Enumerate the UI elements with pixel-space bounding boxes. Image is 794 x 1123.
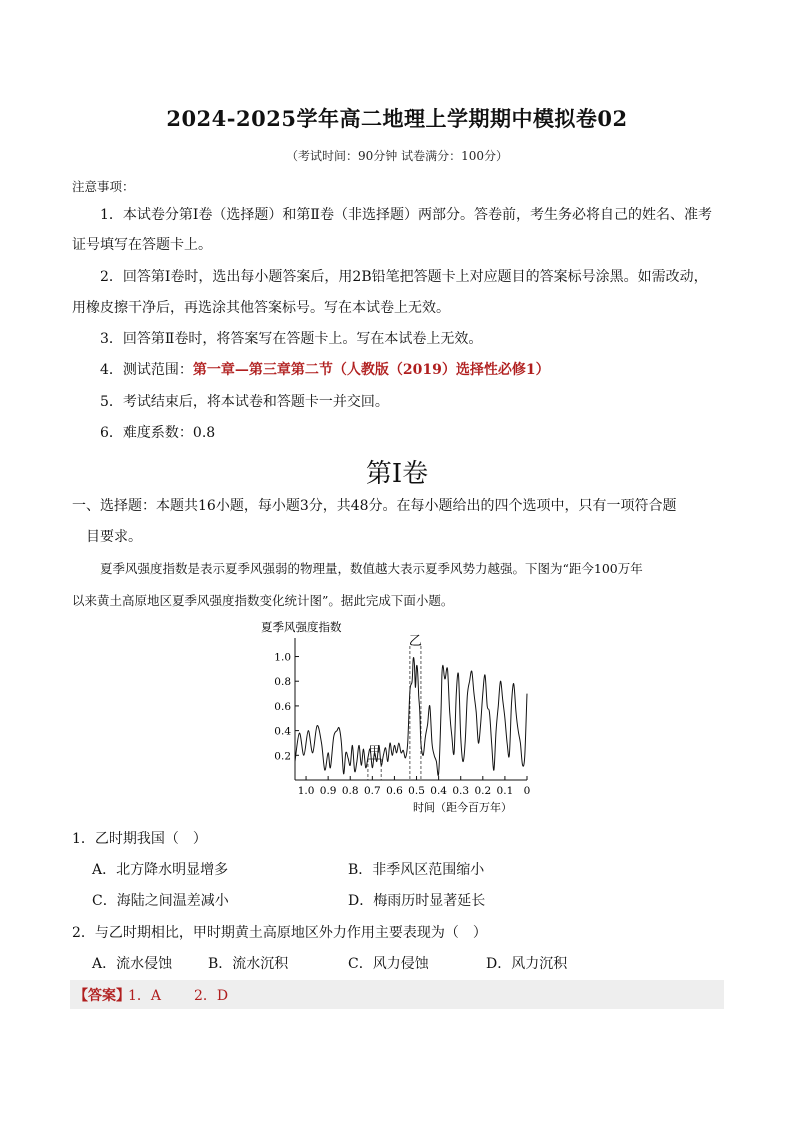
question-1-stem: 1．乙时期我国（ ） <box>72 831 207 847</box>
y-tick-label: 1.0 <box>274 651 291 664</box>
x-tick-label: 0.9 <box>319 785 337 797</box>
question-1-option-c[interactable]: C．海陆之间温差减小 <box>92 893 229 909</box>
notice-item-5: 5．考试结束后，将本试卷和答题卡一并交回。 <box>100 394 389 410</box>
intro-line-2: 以来黄土高原地区夏季风强度指数变化统计图”。据此完成下面小题。 <box>72 593 454 608</box>
question-2-option-d[interactable]: D．风力沉积 <box>486 956 568 972</box>
notice-item-1a: 1．本试卷分第Ⅰ卷（选择题）和第Ⅱ卷（非选择题）两部分。答卷前，考生务必将自己的姓名、准考 <box>100 207 712 223</box>
y-tick-label: 0.8 <box>274 676 291 689</box>
monsoon-index-chart <box>255 610 545 820</box>
question-1-option-a[interactable]: A．北方降水明显增多 <box>92 862 229 878</box>
y-tick-label: 0.4 <box>274 725 291 738</box>
x-tick-label: 0.7 <box>363 785 381 797</box>
question-2-option-c[interactable]: C．风力侵蚀 <box>348 956 429 972</box>
notice-item-1b: 证号填写在答题卡上。 <box>72 237 212 253</box>
answer-bar <box>70 980 724 1009</box>
notice-item-6: 6．难度系数：0.8 <box>100 425 216 441</box>
question-2-stem: 2．与乙时期相比，甲时期黄土高原地区外力作用主要表现为（ ） <box>72 925 487 941</box>
annotation-yi: 乙 <box>408 634 422 649</box>
x-tick-label: 0.3 <box>452 785 470 797</box>
x-axis-label: 时间（距今百万年） <box>413 801 512 814</box>
part-one-line-2: 目要求。 <box>86 529 142 545</box>
notice-item-2a: 2．回答第Ⅰ卷时，选出每小题答案后，用2B铅笔把答题卡上对应题目的答案标号涂黑。如需改动， <box>100 269 708 285</box>
question-1-option-b[interactable]: B．非季风区范围缩小 <box>348 862 485 878</box>
series-line <box>295 658 527 776</box>
notice-item-4 <box>100 360 550 380</box>
intro-line-1: 夏季风强度指数是表示夏季风强弱的物理量，数值越大表示夏季风势力越强。下图为“距今100万年 <box>100 561 643 576</box>
y-tick-label: 0.2 <box>274 750 291 763</box>
y-axis-label: 夏季风强度指数 <box>261 620 342 634</box>
annotation-jia: 甲 <box>368 744 381 759</box>
section-title: 第Ⅰ卷 <box>365 459 429 489</box>
x-tick-label: 0 <box>523 785 531 797</box>
x-tick-label: 0.2 <box>474 785 492 797</box>
test-range: 第一章—第三章第二节（人教版（2019）选择性必修1） <box>192 362 550 378</box>
answer-2: 2．D <box>194 988 229 1004</box>
answer-1: 1．A <box>128 988 162 1004</box>
x-tick-label: 0.6 <box>386 785 403 797</box>
question-2-option-a[interactable]: A．流水侵蚀 <box>92 956 173 972</box>
x-tick-label: 0.1 <box>496 785 514 797</box>
exam-info: （考试时间：90分钟 试卷满分：100分） <box>286 149 508 163</box>
x-tick-label: 1.0 <box>297 785 315 797</box>
question-2-option-b[interactable]: B．流水沉积 <box>208 956 289 972</box>
page-title: 2024-2025学年高二地理上学期期中模拟卷02 <box>166 106 628 131</box>
notice-item-3: 3．回答第Ⅱ卷时，将答案写在答题卡上。写在本试卷上无效。 <box>100 331 483 347</box>
notice-heading: 注意事项： <box>72 179 135 194</box>
x-tick-label: 0.5 <box>408 785 425 797</box>
question-1-option-d[interactable]: D．梅雨历时显著延长 <box>348 893 486 909</box>
part-one-line-1: 一、选择题：本题共16小题，每小题3分，共48分。在每小题给出的四个选项中，只有一项符合题 <box>72 498 677 514</box>
x-tick-label: 0.8 <box>341 785 359 797</box>
y-tick-label: 0.6 <box>274 700 291 713</box>
x-tick-label: 0.4 <box>430 785 447 797</box>
notice-item-2b: 用橡皮擦干净后，再选涂其他答案标号。写在本试卷上无效。 <box>72 300 450 316</box>
answer-label: 【答案】 <box>74 988 130 1004</box>
notice-item-4-prefix: 4．测试范围： <box>100 362 193 378</box>
